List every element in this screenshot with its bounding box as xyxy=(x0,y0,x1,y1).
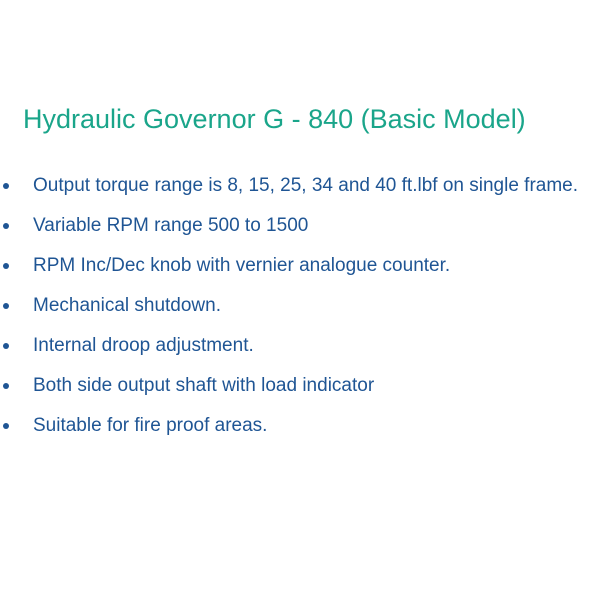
feature-text: Mechanical shutdown. xyxy=(33,295,221,316)
list-item xyxy=(0,292,609,332)
feature-text: Suitable for fire proof areas. xyxy=(33,415,268,436)
bullet-icon xyxy=(3,263,9,269)
feature-text: Variable RPM range 500 to 1500 xyxy=(33,215,309,236)
bullet-icon xyxy=(3,423,9,429)
page-title: Hydraulic Governor G - 840 (Basic Model) xyxy=(23,104,526,134)
list-item xyxy=(0,412,609,452)
feature-text: RPM Inc/Dec knob with vernier analogue counter. xyxy=(33,255,451,276)
list-item xyxy=(0,332,609,372)
bullet-icon xyxy=(3,303,9,309)
bullet-icon xyxy=(3,183,9,189)
feature-text: Both side output shaft with load indicator xyxy=(33,375,375,396)
list-item xyxy=(0,372,609,412)
feature-list xyxy=(0,172,609,452)
list-item xyxy=(0,252,609,292)
list-item xyxy=(0,212,609,252)
list-item xyxy=(0,172,609,212)
bullet-icon xyxy=(3,223,9,229)
bullet-icon xyxy=(3,383,9,389)
bullet-icon xyxy=(3,343,9,349)
feature-text: Internal droop adjustment. xyxy=(33,335,254,356)
feature-text: Output torque range is 8, 15, 25, 34 and 40 ft.lbf on single frame. xyxy=(33,175,579,196)
